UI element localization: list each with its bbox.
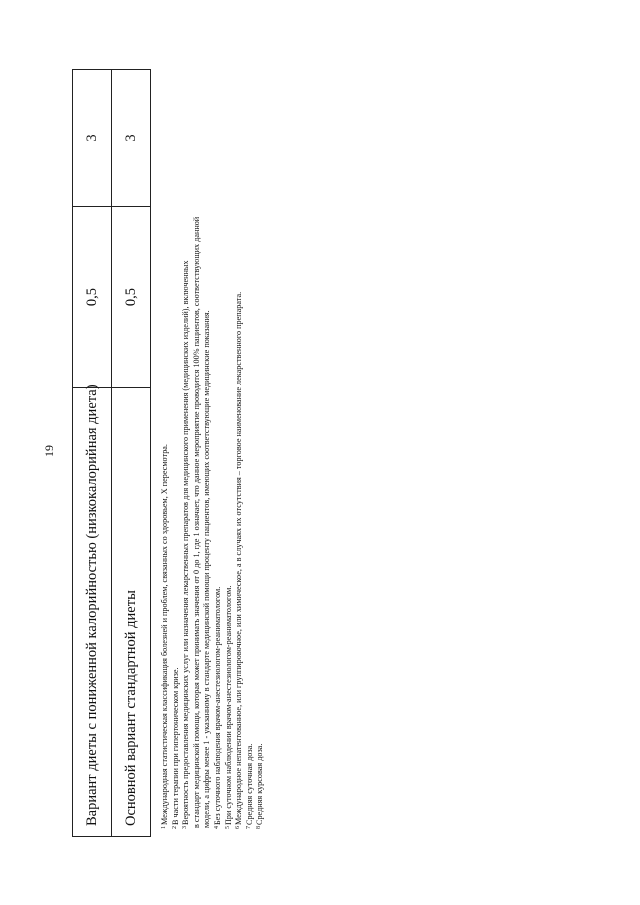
footnote-text: Средняя суточная доза. (244, 743, 254, 825)
count-cell: 3 (112, 70, 151, 207)
footnote-number: 5 (224, 826, 231, 829)
table-row (73, 70, 112, 837)
footnote (171, 39, 182, 829)
footnote-text: Без суточного наблюдения врачом-анестезиологом-реаниматологом. (212, 586, 222, 825)
page-number: 19 (42, 445, 56, 457)
diet-name-cell: Вариант диеты с пониженной калорийностью (низкокалорийная диета) (73, 388, 112, 837)
footnote-text: При суточном наблюдении врачом-анестезиологом-реаниматологом. (223, 585, 233, 825)
diet-name-cell: Основной вариант стандартной диеты (112, 388, 151, 837)
frequency-cell: 0,5 (73, 207, 112, 388)
footnote-text: Международная статистическая классификация болезней и проблем, связанных со здоровьем, X пересмотра. (160, 444, 169, 825)
footnote-number: 2 (171, 826, 178, 829)
footnote (245, 39, 256, 829)
footnote-text: Средняя курсовая доза. (255, 743, 265, 825)
footnote-text: в стандарт медицинской помощи, которая может принимать значения от 0 до 1, где 1 означает, что данное мероприятие проводится 100% пациентов, соответствующих данной (191, 216, 201, 828)
footnote-number: 1 (161, 826, 167, 829)
footnote-text: Вероятность предоставления медицинских услуг или назначения лекарственных препаратов для медицинского применения (медицинских изделий), включенных (181, 260, 191, 825)
count-cell: 3 (73, 70, 112, 207)
diet-table (72, 69, 151, 837)
footnote (234, 39, 245, 829)
footnote-number: 4 (213, 826, 220, 829)
footnote-continuation (202, 39, 213, 829)
footnote-text: Международное непатентованное, или группировочное, или химическое, а в случаях их отсутствия – торговое наименование лекарственного препарата. (234, 291, 244, 825)
footnote-text: модели, а цифры менее 1 - указанному в стандарте медицинской помощи проценту пациентов, имеющих соответствующие медицинские показания. (202, 310, 212, 828)
footnote (255, 39, 266, 829)
footnote-number: 7 (245, 826, 252, 829)
footnote-number: 3 (182, 826, 189, 829)
footnote-number: 6 (235, 826, 242, 829)
footnote (181, 39, 192, 829)
footnote-number: 8 (256, 826, 263, 829)
footnote (213, 39, 224, 829)
footnotes (160, 39, 266, 829)
footnote (224, 39, 235, 829)
frequency-cell: 0,5 (112, 207, 151, 388)
footnote-text: В части терапии при гипертоническом кризе. (170, 667, 180, 825)
table-row (112, 70, 151, 837)
footnote-continuation (192, 39, 203, 829)
footnote (160, 39, 171, 829)
